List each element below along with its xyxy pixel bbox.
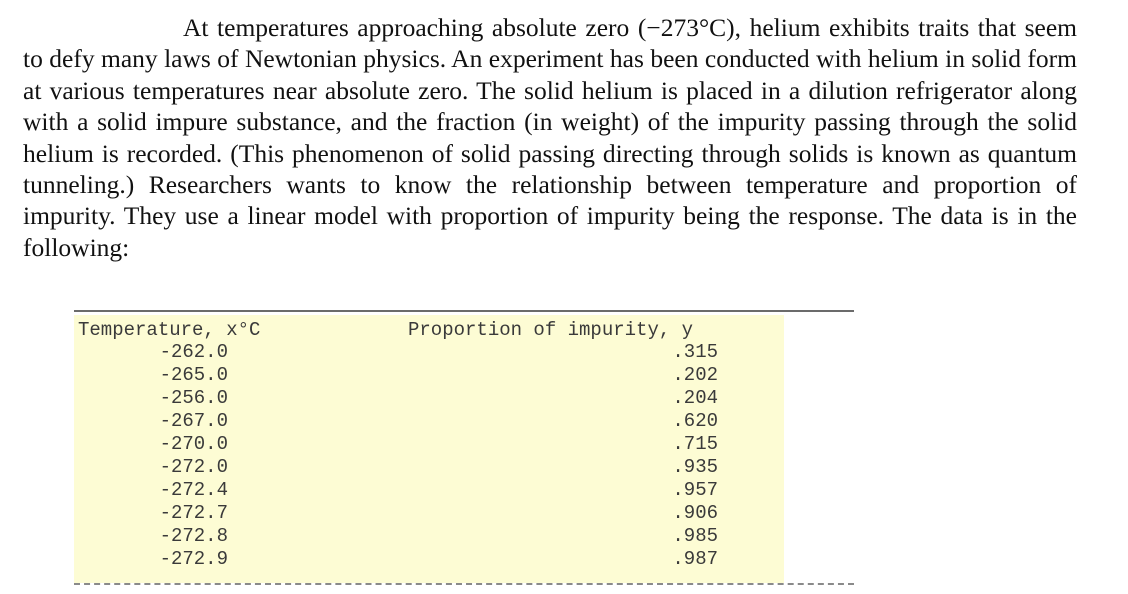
temperature-cell: -272.9: [159, 548, 228, 570]
proportion-cell: .202: [672, 364, 718, 386]
proportion-cell: .715: [672, 433, 718, 455]
table-row: [74, 433, 784, 456]
header-temperature: Temperature, x°C: [78, 319, 261, 341]
temperature-cell: -272.8: [159, 525, 228, 547]
proportion-cell: .620: [672, 410, 718, 432]
table-row: [74, 548, 784, 571]
proportion-cell: .204: [672, 387, 718, 409]
table-body: [74, 341, 784, 571]
table-bottom-rule: [74, 583, 854, 585]
problem-paragraph: At temperatures approaching absolute zero (−273°C), helium exhibits traits that seem to defy many laws of Newtonian physics. An experiment has been conducted with helium in solid form at various temperatures near absolute zero. The solid helium is placed in a dilution refrigerator along with a solid impure substance, and the fraction (in weight) of the impurity passing through the solid helium is recorded. (This phenomenon of solid passing directing through solids is known as quantum tunneling.) Researchers wants to know the relationship between temperature and proportion of impurity. They use a linear model with proportion of impurity being the response. The data is in the following:: [23, 13, 1077, 262]
temperature-cell: -267.0: [159, 410, 228, 432]
temperature-cell: -272.7: [159, 502, 228, 524]
proportion-cell: .957: [672, 479, 718, 501]
table-row: [74, 456, 784, 479]
table-row: [74, 387, 784, 410]
temperature-cell: -265.0: [159, 364, 228, 386]
temperature-cell: -262.0: [159, 341, 228, 363]
table-row: [74, 525, 784, 548]
table-row: [74, 364, 784, 387]
proportion-cell: .906: [672, 502, 718, 524]
table-row: [74, 410, 784, 433]
proportion-cell: .985: [672, 525, 718, 547]
temperature-cell: -256.0: [159, 387, 228, 409]
proportion-cell: .987: [672, 548, 718, 570]
table-row: [74, 502, 784, 525]
table-top-rule: [74, 310, 854, 312]
temperature-cell: -272.4: [159, 479, 228, 501]
table-row: [74, 479, 784, 502]
header-proportion: Proportion of impurity, y: [408, 319, 694, 341]
proportion-cell: .935: [672, 456, 718, 478]
proportion-cell: .315: [672, 341, 718, 363]
table-row: [74, 341, 784, 364]
temperature-cell: -272.0: [159, 456, 228, 478]
temperature-cell: -270.0: [159, 433, 228, 455]
